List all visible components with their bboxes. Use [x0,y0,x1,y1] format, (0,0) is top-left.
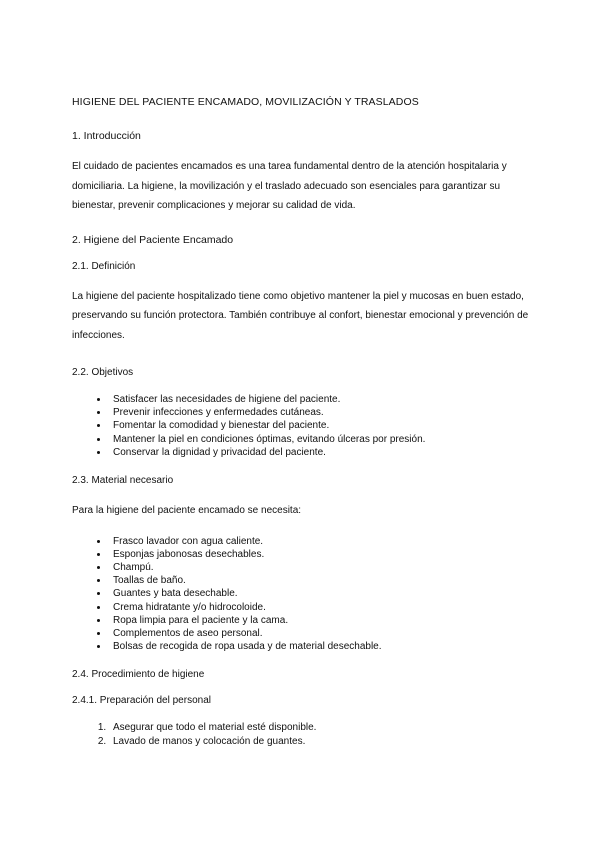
list-item: 2. Lavado de manos y colocación de guantes. [109,735,530,748]
list-item: 1. Asegurar que todo el material esté disponible. [109,721,530,734]
list-item: • Crema hidratante y/o hidrocoloide. [109,601,530,614]
document-title: HIGIENE DEL PACIENTE ENCAMADO, MOVILIZACIÓN Y TRASLADOS [72,96,419,108]
procedure-heading: 2.4. Procedimiento de higiene [72,669,205,681]
list-item: • Mantener la piel en condiciones óptimas, evitando úlceras por presión. [109,433,530,446]
definition-paragraph: La higiene del paciente hospitalizado tiene como objetivo mantener la piel y mucosas en buen estado, preservando su función protectora. También contribuye al confort, bienestar emocional y prevención de infecciones. [72,290,529,341]
intro-heading: 1. Introducción [72,130,141,142]
intro-paragraph: El cuidado de pacientes encamados es una tarea fundamental dentro de la atención hospitalaria y domiciliaria. La higiene, la movilización y el traslado adecuado son esenciales para garantizar su bienestar, prevenir complicaciones y mejorar su calidad de vida. [72,161,507,211]
list-item: • Fomentar la comodidad y bienestar del paciente. [109,419,530,432]
list-item: • Ropa limpia para el paciente y la cama. [109,614,530,627]
section-2-heading: 2. Higiene del Paciente Encamado [72,233,234,246]
preparation-heading: 2.4.1. Preparación del personal [72,695,211,707]
definition-heading: 2.1. Definición [72,260,136,272]
list-item: • Prevenir infecciones y enfermedades cutáneas. [109,406,530,419]
materials-heading: 2.3. Material necesario [72,475,174,487]
list-item: • Champú. [109,561,530,574]
list-item: • Conservar la dignidad y privacidad del paciente. [109,446,530,459]
list-item: • Satisfacer las necesidades de higiene del paciente. [109,393,530,406]
list-item: • Toallas de baño. [109,574,530,587]
materials-list [72,535,530,654]
list-item: • Guantes y bata desechable. [109,587,530,600]
materials-intro: Para la higiene del paciente encamado se necesita: [72,505,302,517]
list-item: • Esponjas jabonosas desechables. [109,548,530,561]
list-item: • Bolsas de recogida de ropa usada y de material desechable. [109,640,530,653]
objectives-list [72,393,530,459]
preparation-list [72,721,530,747]
objectives-heading: 2.2. Objetivos [72,367,134,378]
list-item: • Frasco lavador con agua caliente. [109,535,530,548]
list-item: • Complementos de aseo personal. [109,627,530,640]
